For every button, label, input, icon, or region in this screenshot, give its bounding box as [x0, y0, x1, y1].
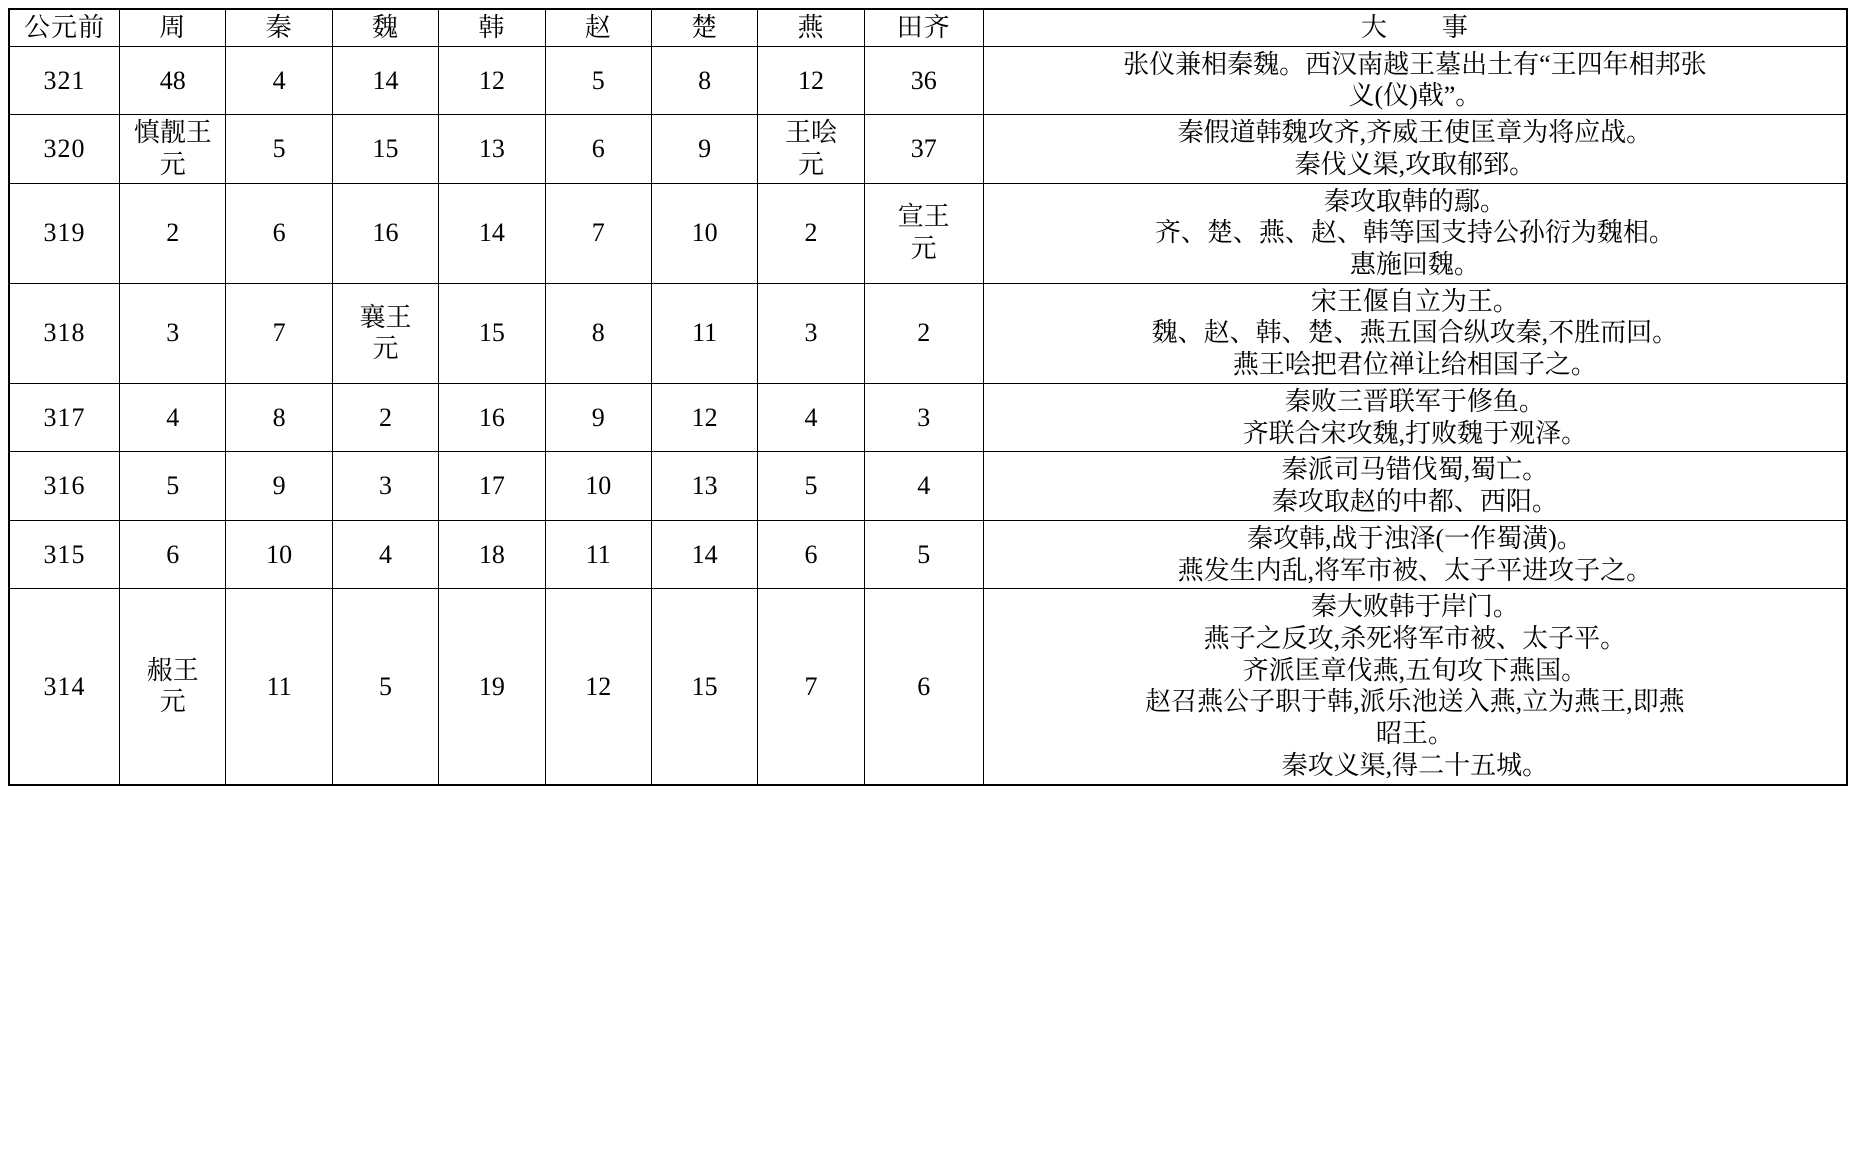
cell-han: 16 — [439, 383, 545, 451]
cell-events — [983, 452, 1847, 520]
event-line: 齐、楚、燕、赵、韩等国支持公孙衍为魏相。 — [1154, 218, 1675, 248]
table-row — [9, 115, 1847, 183]
cell-chu: 12 — [651, 383, 757, 451]
cell-events — [983, 520, 1847, 588]
cell-wei: 2 — [332, 383, 438, 451]
cell-zhao: 9 — [545, 383, 651, 451]
cell-year: 314 — [9, 589, 120, 785]
column-header-wei: 魏 — [332, 9, 438, 46]
cell-yan: 2 — [758, 183, 864, 283]
event-line: 张仪兼相秦魏。西汉南越王墓出土有“王四年相邦张 — [1123, 49, 1707, 79]
cell-chu: 15 — [651, 589, 757, 785]
event-line: 秦伐义渠,攻取郁郅。 — [1294, 149, 1536, 179]
cell-chu: 13 — [651, 452, 757, 520]
cell-wei: 16 — [332, 183, 438, 283]
cell-year: 318 — [9, 283, 120, 383]
cell-han: 14 — [439, 183, 545, 283]
event-line: 宋王偃自立为王。 — [1310, 286, 1519, 316]
table-row — [9, 46, 1847, 114]
event-line: 秦攻取韩的鄢。 — [1323, 186, 1506, 216]
cell-yan: 4 — [758, 383, 864, 451]
cell-tianqi: 2 — [864, 283, 983, 383]
cell-zhou: 赧王 元 — [120, 589, 226, 785]
event-line: 齐联合宋攻魏,打败魏于观泽。 — [1242, 418, 1588, 448]
cell-zhou: 4 — [120, 383, 226, 451]
event-line: 燕子之反攻,杀死将军市被、太子平。 — [1203, 623, 1627, 653]
event-line: 赵召燕公子职于韩,派乐池送入燕,立为燕王,即燕 — [1145, 687, 1685, 717]
cell-events — [983, 46, 1847, 114]
table-row — [9, 383, 1847, 451]
cell-chu: 14 — [651, 520, 757, 588]
event-line: 秦攻韩,战于浊泽(一作蜀潢)。 — [1246, 523, 1583, 553]
table-row — [9, 589, 1847, 785]
cell-qin: 10 — [226, 520, 332, 588]
column-header-yan: 燕 — [758, 9, 864, 46]
cell-han: 13 — [439, 115, 545, 183]
header-row — [9, 9, 1847, 46]
table-row — [9, 452, 1847, 520]
cell-events — [983, 283, 1847, 383]
event-line: 秦假道韩魏攻齐,齐威王使匡章为将应战。 — [1177, 118, 1653, 148]
cell-qin: 5 — [226, 115, 332, 183]
cell-tianqi: 36 — [864, 46, 983, 114]
column-header-qin: 秦 — [226, 9, 332, 46]
cell-yan: 3 — [758, 283, 864, 383]
cell-events — [983, 589, 1847, 785]
cell-tianqi: 37 — [864, 115, 983, 183]
cell-tianqi: 3 — [864, 383, 983, 451]
event-line: 昭王。 — [1375, 719, 1454, 749]
cell-chu: 8 — [651, 46, 757, 114]
cell-zhou: 慎靓王 元 — [120, 115, 226, 183]
cell-han: 18 — [439, 520, 545, 588]
cell-yan: 12 — [758, 46, 864, 114]
table-header — [9, 9, 1847, 46]
table-body — [9, 46, 1847, 784]
column-header-zhou: 周 — [120, 9, 226, 46]
cell-tianqi: 6 — [864, 589, 983, 785]
cell-year: 321 — [9, 46, 120, 114]
event-line: 齐派匡章伐燕,五旬攻下燕国。 — [1242, 655, 1588, 685]
cell-year: 316 — [9, 452, 120, 520]
event-line: 惠施回魏。 — [1349, 250, 1480, 280]
cell-chu: 11 — [651, 283, 757, 383]
cell-zhao: 5 — [545, 46, 651, 114]
chronology-table — [8, 8, 1848, 786]
event-line: 燕发生内乱,将军市被、太子平进攻子之。 — [1177, 555, 1653, 585]
cell-zhao: 6 — [545, 115, 651, 183]
column-header-chu: 楚 — [651, 9, 757, 46]
cell-han: 19 — [439, 589, 545, 785]
event-line: 义(仪)戟”。 — [1348, 81, 1482, 111]
cell-tianqi: 4 — [864, 452, 983, 520]
event-line: 秦大败韩于岸门。 — [1310, 592, 1519, 622]
cell-qin: 11 — [226, 589, 332, 785]
event-line: 秦派司马错伐蜀,蜀亡。 — [1281, 455, 1549, 485]
cell-qin: 8 — [226, 383, 332, 451]
cell-yan: 王哙 元 — [758, 115, 864, 183]
cell-wei: 襄王 元 — [332, 283, 438, 383]
column-header-han: 韩 — [439, 9, 545, 46]
event-line: 秦攻取赵的中都、西阳。 — [1271, 487, 1558, 517]
cell-year: 319 — [9, 183, 120, 283]
cell-wei: 15 — [332, 115, 438, 183]
cell-chu: 10 — [651, 183, 757, 283]
cell-year: 315 — [9, 520, 120, 588]
cell-zhao: 12 — [545, 589, 651, 785]
cell-events — [983, 115, 1847, 183]
cell-tianqi: 宣王 元 — [864, 183, 983, 283]
cell-zhou: 2 — [120, 183, 226, 283]
table-row — [9, 283, 1847, 383]
cell-han: 15 — [439, 283, 545, 383]
cell-wei: 14 — [332, 46, 438, 114]
cell-wei: 5 — [332, 589, 438, 785]
event-line: 秦攻义渠,得二十五城。 — [1281, 750, 1549, 780]
cell-zhao: 8 — [545, 283, 651, 383]
cell-wei: 3 — [332, 452, 438, 520]
cell-han: 12 — [439, 46, 545, 114]
cell-zhou: 48 — [120, 46, 226, 114]
cell-qin: 6 — [226, 183, 332, 283]
column-header-zhao: 赵 — [545, 9, 651, 46]
cell-qin: 7 — [226, 283, 332, 383]
column-header-tianqi: 田齐 — [864, 9, 983, 46]
cell-year: 317 — [9, 383, 120, 451]
cell-wei: 4 — [332, 520, 438, 588]
column-header-events: 大 事 — [983, 9, 1847, 46]
cell-zhao: 7 — [545, 183, 651, 283]
cell-zhou: 3 — [120, 283, 226, 383]
table-row — [9, 520, 1847, 588]
event-line: 魏、赵、韩、楚、燕五国合纵攻秦,不胜而回。 — [1151, 318, 1679, 348]
cell-year: 320 — [9, 115, 120, 183]
table-row — [9, 183, 1847, 283]
cell-han: 17 — [439, 452, 545, 520]
cell-zhou: 5 — [120, 452, 226, 520]
event-line: 秦败三晋联军于修鱼。 — [1284, 386, 1545, 416]
event-line: 燕王哙把君位禅让给相国子之。 — [1232, 350, 1597, 380]
cell-yan: 5 — [758, 452, 864, 520]
column-header-year: 公元前 — [9, 9, 120, 46]
cell-tianqi: 5 — [864, 520, 983, 588]
cell-events — [983, 183, 1847, 283]
cell-zhou: 6 — [120, 520, 226, 588]
cell-yan: 6 — [758, 520, 864, 588]
cell-zhao: 10 — [545, 452, 651, 520]
cell-events — [983, 383, 1847, 451]
cell-zhao: 11 — [545, 520, 651, 588]
cell-chu: 9 — [651, 115, 757, 183]
cell-qin: 4 — [226, 46, 332, 114]
cell-qin: 9 — [226, 452, 332, 520]
cell-yan: 7 — [758, 589, 864, 785]
